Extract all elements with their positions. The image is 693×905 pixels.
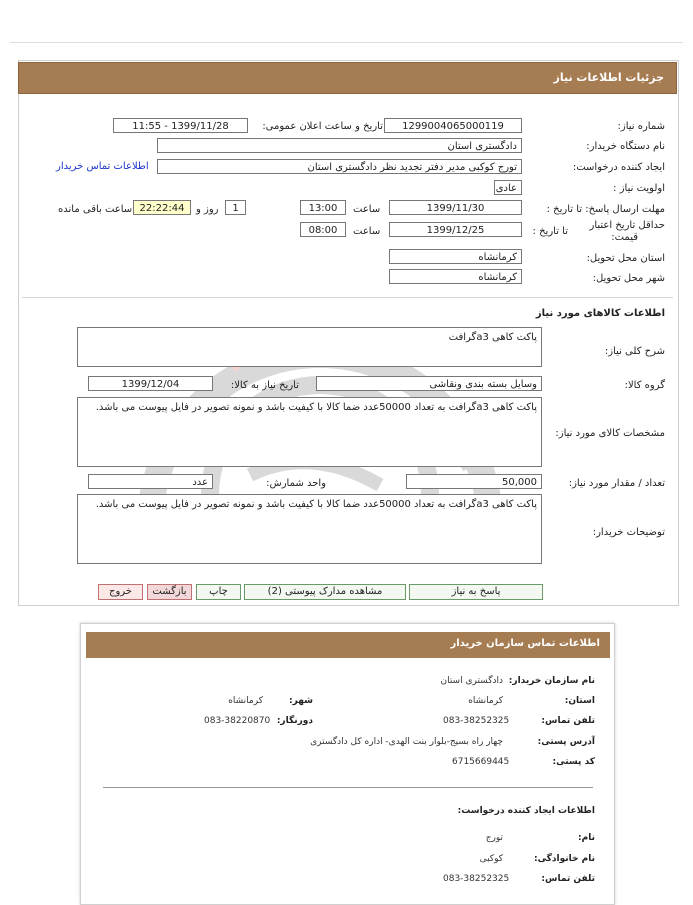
buyer-notes-field: پاکت کاهی a3گرافت به تعداد 50000عدد ضما کالا با کیفیت باشد و نمونه تصویر در فایل پیوست می باشد. [77, 494, 542, 564]
reply-deadline-label: مهلت ارسال پاسخ: تا تاریخ : [546, 204, 665, 215]
phone-label: تلفن تماس: [541, 716, 595, 726]
reply-deadline-time: 13:00 [300, 200, 346, 215]
need-date-label: تاریخ نیاز به کالا: [230, 380, 299, 391]
org-name-label: نام سازمان خریدار: [508, 676, 595, 686]
reply-time-label: ساعت [353, 204, 381, 215]
print-button[interactable]: چاپ [196, 584, 241, 600]
goods-specs-field: پاکت کاهی a3گرافت به تعداد 50000عدد ضما کالا با کیفیت باشد و نمونه تصویر در فایل پیوست می باشد. [77, 397, 542, 467]
contact-divider [103, 787, 593, 788]
price-validity-label-2: قیمت: [611, 232, 638, 243]
postal-code-value: 6715669445 [452, 757, 510, 767]
province-label: استان: [564, 696, 595, 706]
general-desc-label: شرح کلی نیاز: [604, 346, 665, 357]
need-number-field: 1299004065000119 [384, 118, 522, 133]
need-date-field: 1399/12/04 [88, 376, 213, 391]
top-divider [10, 42, 683, 43]
delivery-city-label: شهر محل تحویل: [592, 273, 665, 284]
delivery-province-field: کرمانشاه [389, 249, 522, 264]
unit-label: واحد شمارش: [266, 478, 326, 489]
address-value: چهار راه بسیج-بلوار بنت الهدی- اداره کل دادگستری [310, 737, 503, 747]
goods-group-label: گروه کالا: [624, 380, 665, 391]
postal-code-label: کد پستی: [552, 757, 595, 767]
back-button[interactable]: بازگشت [147, 584, 192, 600]
quantity-label: تعداد / مقدار مورد نیاز: [568, 478, 665, 489]
requester-field: تورج کوکبی مدیر دفتر تجدید نظر دادگستری استان [157, 159, 522, 174]
price-validity-until-label: تا تاریخ : [532, 226, 568, 237]
city-label: شهر: [289, 696, 313, 706]
goods-section-title: اطلاعات کالاهای مورد نیاز [535, 308, 665, 319]
buyer-device-label: نام دستگاه خریدار: [586, 141, 665, 152]
need-number-label: شماره نیاز: [617, 121, 665, 132]
first-name-label: نام: [578, 833, 595, 843]
buyer-device-field: دادگستری استان [157, 138, 522, 153]
price-validity-time: 08:00 [300, 222, 346, 237]
announce-datetime-field: 1399/11/28 - 11:55 [113, 118, 248, 133]
last-name-value: کوکبی [479, 854, 503, 864]
general-desc-field: پاکت کاهی a3گرافت [77, 327, 542, 367]
priority-label: اولویت نیاز : [613, 183, 665, 194]
exit-button[interactable]: خروج [98, 584, 143, 600]
priority-field: عادی [494, 180, 522, 195]
requester-phone-label: تلفن تماس: [541, 874, 595, 884]
province-value: کرمانشاه [468, 696, 503, 706]
goods-group-field: وسایل بسته بندی ونقاشی [316, 376, 542, 391]
contact-card-header [86, 632, 610, 658]
announce-datetime-label: تاریخ و ساعت اعلان عمومی: [262, 121, 383, 132]
requester-label: ایجاد کننده درخواست: [572, 162, 665, 173]
first-name-value: تورج [485, 833, 503, 843]
buyer-contact-link[interactable]: اطلاعات تماس خریدار [56, 161, 149, 172]
reply-deadline-date: 1399/11/30 [389, 200, 522, 215]
remaining-time-field: 22:22:44 [133, 200, 191, 215]
quantity-field: 50,000 [406, 474, 542, 489]
requester-phone-value: 083-38252325 [443, 874, 510, 884]
fax-value: 083-38220870 [204, 716, 271, 726]
panel-title: جزئیات اطلاعات نیاز [553, 71, 664, 84]
days-label: روز و [196, 204, 219, 215]
contact-card-title: اطلاعات تماس سازمان خریدار [450, 638, 600, 649]
fax-label: دورنگار: [276, 716, 313, 726]
remaining-label: ساعت باقی مانده [58, 204, 133, 215]
panel-header [18, 62, 677, 94]
section-divider [22, 297, 673, 298]
unit-field: عدد [88, 474, 213, 489]
remaining-days-field: 1 [225, 200, 246, 215]
phone-value: 083-38252325 [443, 716, 510, 726]
address-label: آدرس پستی: [537, 737, 595, 747]
price-validity-label-1: حداقل تاریخ اعتبار [589, 220, 665, 231]
last-name-label: نام خانوادگی: [533, 854, 595, 864]
buyer-notes-label: توضیحات خریدار: [592, 527, 665, 538]
attachments-button[interactable]: مشاهده مدارک پیوستی (2) [244, 584, 406, 600]
price-validity-date: 1399/12/25 [389, 222, 522, 237]
requester-section-title: اطلاعات ایجاد کننده درخواست: [457, 806, 595, 816]
delivery-province-label: استان محل تحویل: [586, 253, 665, 264]
city-value: کرمانشاه [228, 696, 263, 706]
price-time-label: ساعت [353, 226, 381, 237]
org-name-value: دادگستری استان [440, 676, 503, 686]
reply-button[interactable]: پاسخ به نیاز [409, 584, 543, 600]
goods-specs-label: مشخصات کالای مورد نیاز: [555, 428, 665, 439]
delivery-city-field: کرمانشاه [389, 269, 522, 284]
